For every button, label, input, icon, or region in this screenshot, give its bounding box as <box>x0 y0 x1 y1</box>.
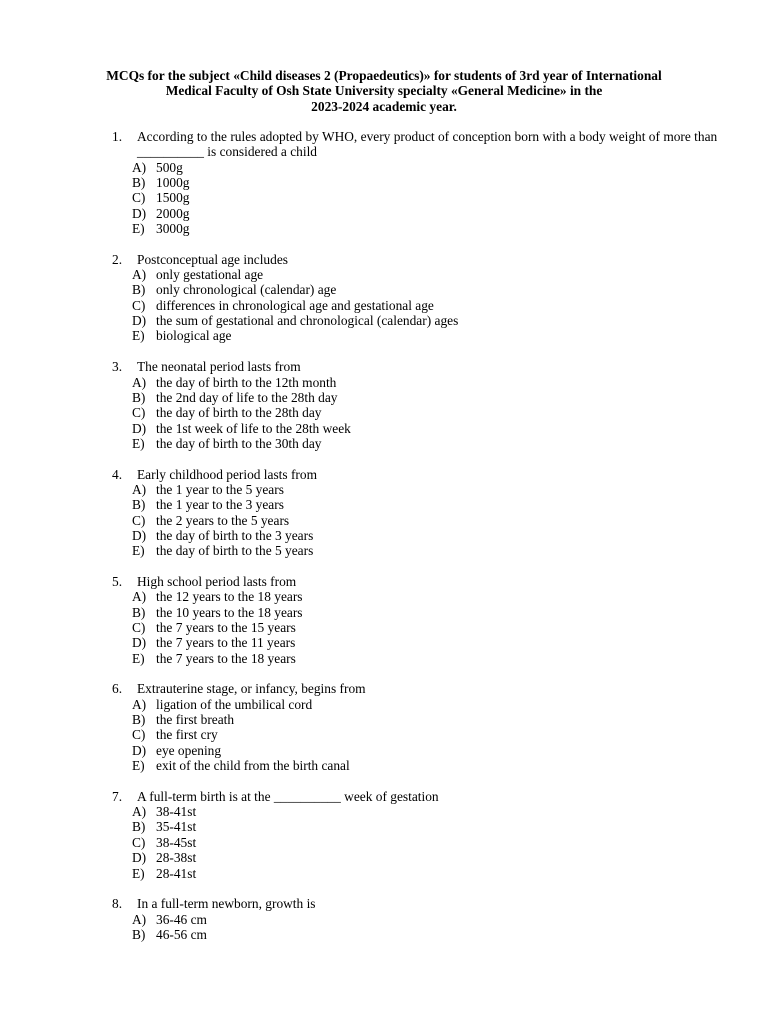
option-letter: D) <box>132 850 147 866</box>
question-number: 6. <box>112 681 123 697</box>
option-letter: C) <box>132 405 146 421</box>
question-text: Early childhood period lasts from <box>137 466 317 482</box>
option-letter: C) <box>132 620 146 635</box>
question-text: High school period lasts from <box>137 573 297 589</box>
option-letter: B) <box>132 926 146 942</box>
option-letter: A) <box>132 374 147 390</box>
question-stem <box>112 896 722 911</box>
option-text: 46-56 cm <box>156 926 207 942</box>
question-4 <box>112 467 722 559</box>
answer-option <box>112 190 722 205</box>
option-letter: B) <box>132 175 146 191</box>
answer-option <box>112 436 722 451</box>
answer-option <box>112 866 722 881</box>
option-letter: C) <box>132 834 146 850</box>
answer-option <box>112 697 722 712</box>
answer-option <box>112 727 722 742</box>
answer-option <box>112 206 722 221</box>
option-text: 1500g <box>156 190 190 206</box>
option-text: 3000g <box>156 221 190 237</box>
option-text: 1000g <box>156 175 190 191</box>
question-text: The neonatal period lasts from <box>137 359 301 375</box>
question-stem <box>112 789 722 804</box>
option-text: the first breath <box>156 712 235 728</box>
option-text: 35-41st <box>156 819 197 835</box>
answer-option <box>112 375 722 390</box>
option-text: the 2nd day of life to the 28th day <box>156 389 338 405</box>
answer-option <box>112 390 722 405</box>
answer-option <box>112 912 722 927</box>
option-letter: B) <box>132 712 146 728</box>
option-letter: B) <box>132 604 146 620</box>
question-list <box>112 129 722 958</box>
option-text: 38-45st <box>156 834 197 850</box>
answer-option <box>112 804 722 819</box>
option-text: 36-46 cm <box>156 911 207 927</box>
option-letter: C) <box>132 727 146 743</box>
question-stem <box>112 574 722 589</box>
option-text: ligation of the umbilical cord <box>156 696 313 712</box>
answer-option <box>112 835 722 850</box>
option-text: the day of birth to the 12th month <box>156 374 337 390</box>
question-number: 5. <box>112 573 123 589</box>
title-line-3: 2023-2024 academic year. <box>311 98 457 114</box>
option-letter: E) <box>132 650 145 666</box>
answer-option <box>112 819 722 834</box>
option-letter: B) <box>132 819 146 835</box>
option-letter: A) <box>132 696 147 712</box>
option-text: biological age <box>156 328 232 344</box>
option-text: the day of birth to the 5 years <box>156 543 314 559</box>
answer-option <box>112 712 722 727</box>
question-8 <box>112 896 722 942</box>
question-number: 2. <box>112 251 123 267</box>
answer-option <box>112 482 722 497</box>
question-text: Extrauterine stage, or infancy, begins from <box>137 681 366 697</box>
answer-option <box>112 328 722 343</box>
answer-option <box>112 528 722 543</box>
option-text: the day of birth to the 3 years <box>156 527 314 543</box>
answer-option <box>112 298 722 313</box>
option-letter: E) <box>132 758 145 774</box>
option-letter: D) <box>132 527 147 543</box>
question-number: 1. <box>112 129 123 144</box>
answer-option <box>112 313 722 328</box>
option-letter: B) <box>132 282 146 298</box>
question-number: 3. <box>112 359 123 375</box>
answer-option <box>112 405 722 420</box>
answer-option <box>112 743 722 758</box>
option-text: the 1 year to the 5 years <box>156 481 284 497</box>
option-text: eye opening <box>156 742 222 758</box>
answer-option <box>112 421 722 436</box>
question-1 <box>112 129 722 236</box>
question-number: 7. <box>112 788 123 804</box>
answer-option <box>112 635 722 650</box>
option-text: 2000g <box>156 205 190 221</box>
option-text: the day of birth to the 28th day <box>156 405 322 421</box>
option-letter: A) <box>132 804 147 820</box>
option-text: the 2 years to the 5 years <box>156 512 290 528</box>
option-text: the 7 years to the 11 years <box>156 635 296 651</box>
answer-option <box>112 175 722 190</box>
answer-option <box>112 758 722 773</box>
option-text: only gestational age <box>156 267 264 283</box>
question-stem <box>112 681 722 696</box>
answer-option <box>112 282 722 297</box>
option-letter: E) <box>132 435 145 451</box>
question-stem <box>112 467 722 482</box>
question-text: Postconceptual age includes <box>137 251 288 267</box>
option-letter: A) <box>132 481 147 497</box>
option-text: 500g <box>156 159 183 175</box>
answer-option <box>112 543 722 558</box>
option-letter: D) <box>132 635 147 651</box>
title-line-2: Medical Faculty of Osh State University specialty «General Medicine» in the <box>165 83 603 99</box>
document-title <box>60 68 708 114</box>
question-number: 4. <box>112 466 123 482</box>
option-letter: D) <box>132 313 147 329</box>
answer-option <box>112 221 722 236</box>
option-text: the 1st week of life to the 28th week <box>156 420 351 436</box>
option-letter: E) <box>132 543 145 559</box>
option-text: the 7 years to the 15 years <box>156 620 296 635</box>
option-letter: A) <box>132 267 147 283</box>
question-text: In a full-term newborn, growth is <box>137 896 316 912</box>
option-letter: C) <box>132 512 146 528</box>
option-text: the 12 years to the 18 years <box>156 589 303 605</box>
option-text: 28-38st <box>156 850 197 866</box>
option-text: 38-41st <box>156 804 197 820</box>
option-letter: C) <box>132 190 146 206</box>
question-number: 8. <box>112 896 123 912</box>
option-letter: D) <box>132 742 147 758</box>
option-letter: E) <box>132 221 145 237</box>
answer-option <box>112 651 722 666</box>
answer-option <box>112 589 722 604</box>
answer-option <box>112 850 722 865</box>
answer-option <box>112 267 722 282</box>
answer-option <box>112 605 722 620</box>
option-text: the 10 years to the 18 years <box>156 604 303 620</box>
option-text: the first cry <box>156 727 218 743</box>
option-text: 28-41st <box>156 865 197 881</box>
option-letter: A) <box>132 159 147 175</box>
answer-option <box>112 513 722 528</box>
option-letter: D) <box>132 205 147 221</box>
option-letter: C) <box>132 297 146 313</box>
answer-option <box>112 620 722 635</box>
question-text: According to the rules adopted by WHO, every product of conception born with a body weight of more than __________ is considered a child <box>137 129 718 160</box>
option-text: the 1 year to the 3 years <box>156 497 284 513</box>
option-letter: A) <box>132 911 147 927</box>
option-text: the sum of gestational and chronological (calendar) ages <box>156 313 459 329</box>
option-text: only chronological (calendar) age <box>156 282 337 298</box>
option-letter: B) <box>132 389 146 405</box>
question-2 <box>112 252 722 344</box>
question-6 <box>112 681 722 773</box>
answer-option <box>112 497 722 512</box>
option-text: the day of birth to the 30th day <box>156 435 322 451</box>
option-letter: E) <box>132 328 145 344</box>
option-text: exit of the child from the birth canal <box>156 758 350 774</box>
title-line-1: MCQs for the subject «Child diseases 2 (Propaedeutics)» for students of 3rd year of International <box>106 68 662 83</box>
option-letter: E) <box>132 865 145 881</box>
question-3 <box>112 359 722 451</box>
option-text: differences in chronological age and gestational age <box>156 297 434 313</box>
option-letter: D) <box>132 420 147 436</box>
question-5 <box>112 574 722 666</box>
question-text: A full-term birth is at the __________ week of gestation <box>137 788 439 804</box>
option-letter: B) <box>132 497 146 513</box>
option-text: the 7 years to the 18 years <box>156 650 296 666</box>
answer-option <box>112 160 722 175</box>
answer-option <box>112 927 722 942</box>
question-stem <box>112 252 722 267</box>
option-letter: A) <box>132 589 147 605</box>
question-7 <box>112 789 722 881</box>
question-stem <box>112 129 722 160</box>
question-stem <box>112 359 722 374</box>
